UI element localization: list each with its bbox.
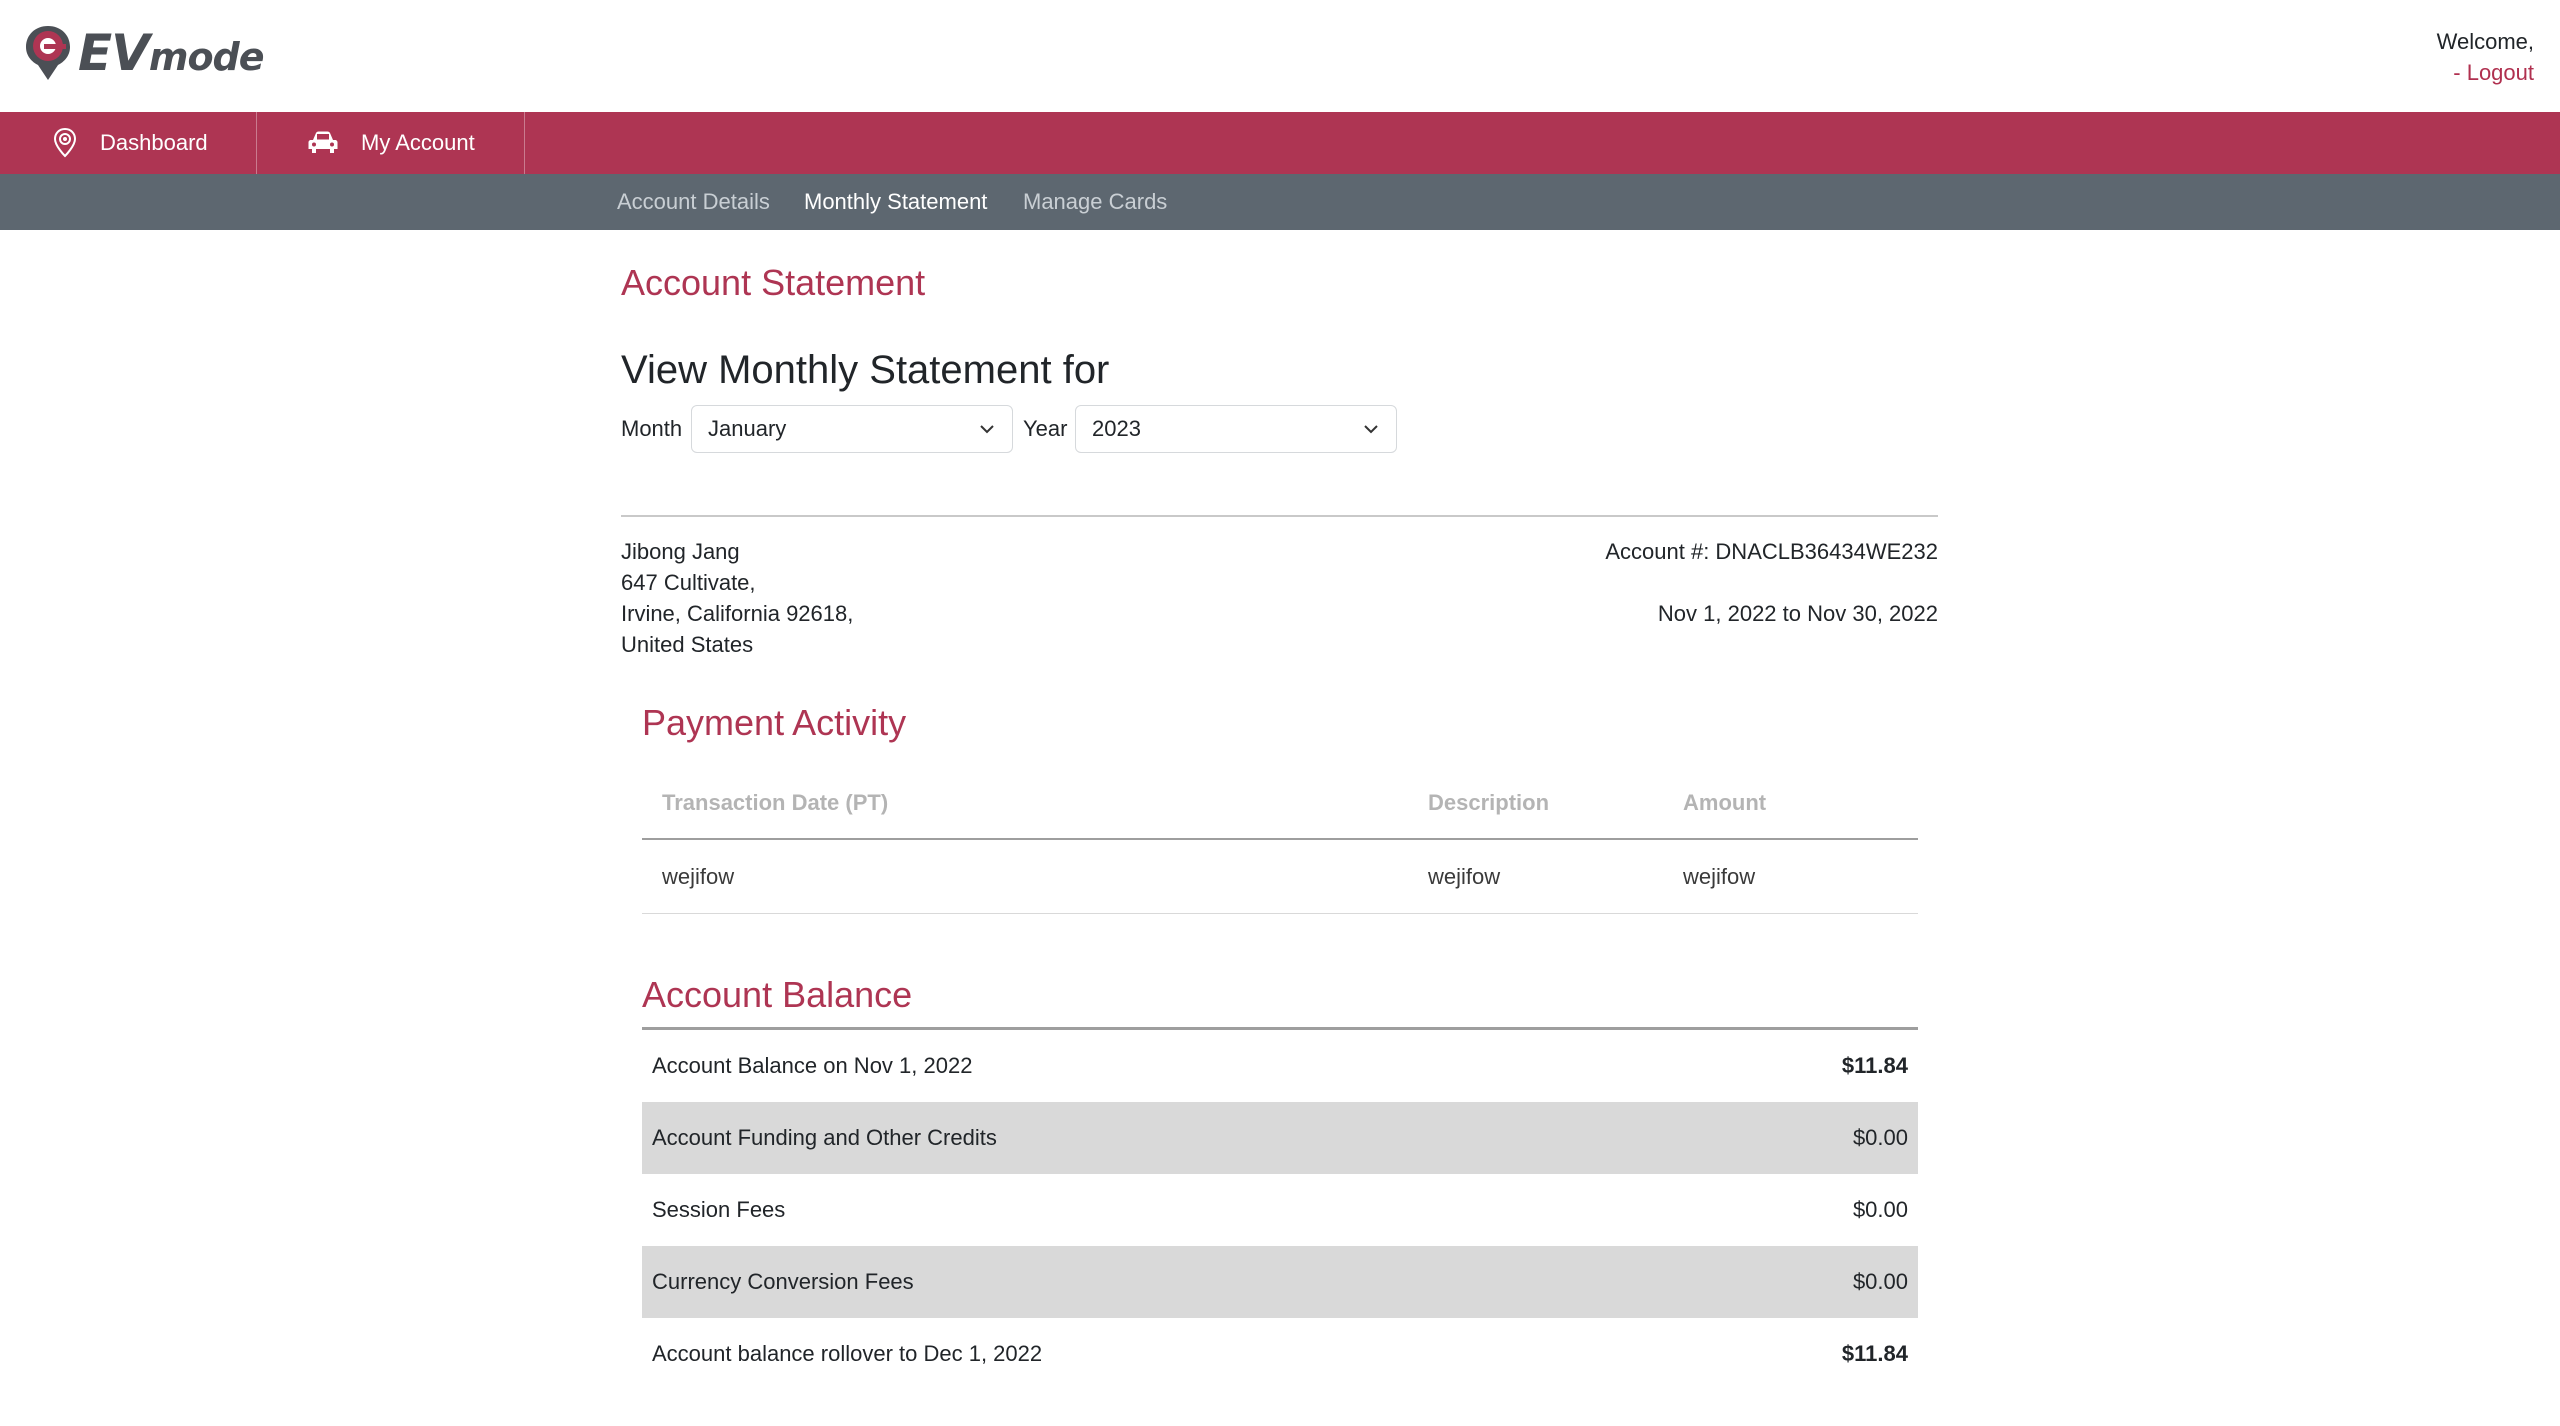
sub-nav <box>0 174 2560 230</box>
col-description[interactable]: Description <box>1428 790 1550 815</box>
address-line1: 647 Cultivate, <box>621 570 756 595</box>
divider <box>621 515 1938 517</box>
statement-period: Nov 1, 2022 to Nov 30, 2022 <box>1657 601 1938 626</box>
welcome-text: Welcome, <box>2436 29 2534 54</box>
nav-dashboard[interactable] <box>0 112 257 174</box>
cell-amount: wejifow <box>1683 864 1756 889</box>
chevron-down-icon <box>1362 420 1380 438</box>
subnav-monthly-statement[interactable]: Monthly Statement <box>804 189 988 214</box>
account-info <box>1605 536 1938 629</box>
balance-row-conversion-fees <box>642 1246 1918 1318</box>
balance-label: Currency Conversion Fees <box>652 1269 914 1294</box>
year-label: Year <box>1023 416 1068 441</box>
evmode-logo[interactable] <box>24 22 264 84</box>
balance-value: $0.00 <box>1852 1269 1908 1294</box>
map-pin-icon <box>52 127 78 159</box>
account-number: Account #: DNACLB36434WE232 <box>1605 539 1938 564</box>
car-icon <box>307 130 339 156</box>
col-amount[interactable]: Amount <box>1683 790 1767 815</box>
month-select-value: January <box>708 416 787 441</box>
view-statement-title: View Monthly Statement for <box>621 348 1110 392</box>
subnav-manage-cards[interactable]: Manage Cards <box>1023 189 1168 214</box>
logo-wordmark: EVmode <box>78 24 264 82</box>
nav-dashboard-label: Dashboard <box>100 130 208 155</box>
balance-label: Session Fees <box>652 1197 786 1222</box>
header <box>0 0 2560 112</box>
payment-activity-title: Payment Activity <box>642 702 907 743</box>
balance-label: Account balance rollover to Dec 1, 2022 <box>652 1341 1043 1366</box>
billing-address <box>621 536 853 660</box>
balance-row-opening <box>642 1030 1918 1102</box>
nav-my-account-label: My Account <box>361 130 475 155</box>
balance-value: $0.00 <box>1852 1125 1908 1150</box>
primary-nav <box>0 112 2560 174</box>
balance-label: Account Balance on Nov 1, 2022 <box>652 1053 973 1078</box>
payment-activity-table <box>642 766 1918 914</box>
balance-value: $11.84 <box>1841 1341 1908 1366</box>
year-select-value: 2023 <box>1092 416 1141 441</box>
evmode-logo-icon <box>24 24 72 82</box>
balance-label: Account Funding and Other Credits <box>652 1125 997 1150</box>
table-row <box>642 840 1918 914</box>
chevron-down-icon <box>978 420 996 438</box>
balance-row-funding <box>642 1102 1918 1174</box>
account-balance-title: Account Balance <box>642 974 913 1015</box>
month-select[interactable] <box>691 405 1013 453</box>
statement-filter <box>621 405 1421 453</box>
cell-description: wejifow <box>1428 864 1501 889</box>
page-title: Account Statement <box>621 262 926 303</box>
address-name: Jibong Jang <box>621 539 740 564</box>
year-select[interactable] <box>1075 405 1397 453</box>
month-label: Month <box>621 416 683 441</box>
balance-row-session-fees <box>642 1174 1918 1246</box>
table-header <box>642 766 1918 840</box>
account-balance-table <box>642 1027 1918 1390</box>
nav-my-account[interactable] <box>257 112 525 174</box>
logout-link[interactable]: - Logout <box>2453 60 2534 85</box>
address-line3: United States <box>621 632 754 657</box>
address-line2: Irvine, California 92618, <box>621 601 854 626</box>
col-transaction-date[interactable]: Transaction Date (PT) <box>662 790 889 815</box>
balance-value: $0.00 <box>1852 1197 1908 1222</box>
balance-value: $11.84 <box>1841 1053 1908 1078</box>
subnav-account-details[interactable]: Account Details <box>617 189 770 214</box>
welcome-block <box>2437 26 2534 88</box>
balance-row-rollover <box>642 1318 1918 1390</box>
cell-transaction-date: wejifow <box>662 864 735 889</box>
